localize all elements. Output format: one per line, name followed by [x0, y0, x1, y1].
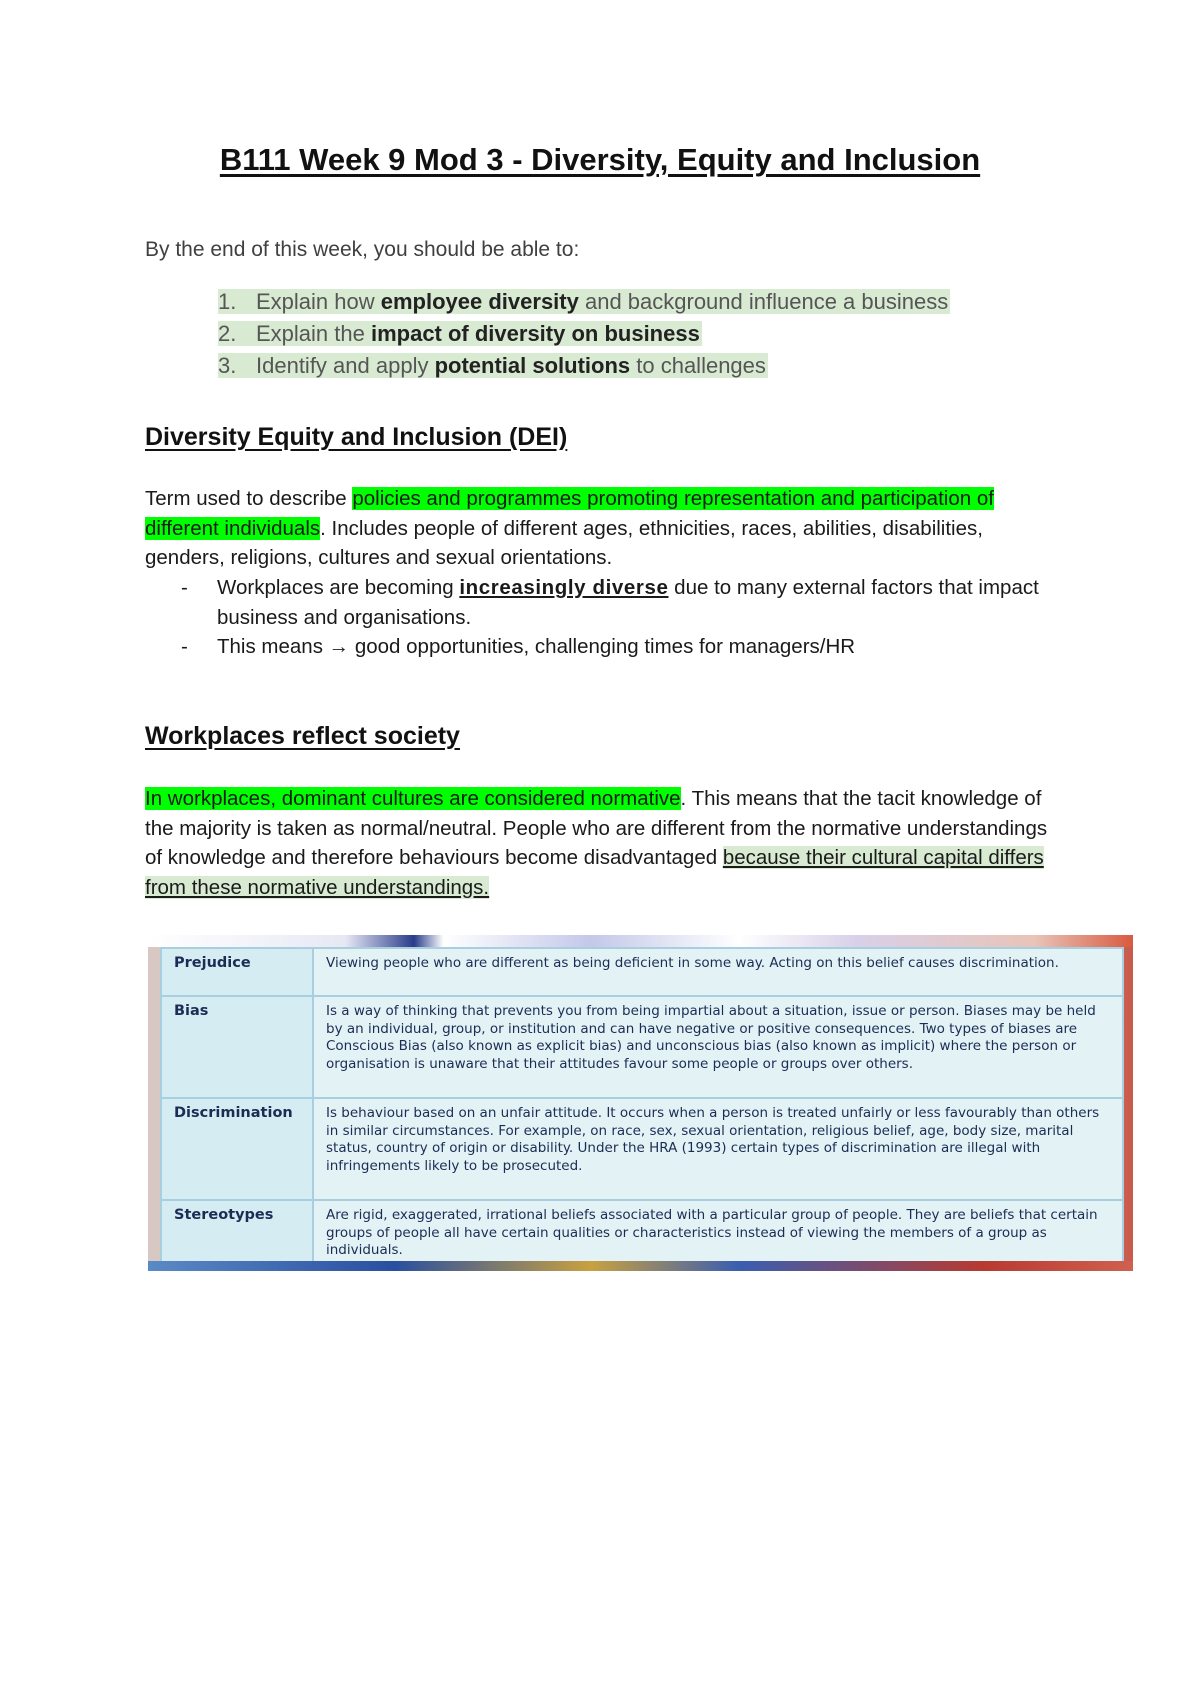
dei-heading: Diversity Equity and Inclusion (DEI)	[145, 423, 568, 451]
emphasis-text: increasingly diverse	[459, 576, 669, 599]
term-cell: Prejudice	[161, 948, 313, 996]
item-bold-text: employee diversity	[380, 289, 579, 314]
table-row	[161, 1200, 1123, 1268]
dei-bullet-list	[145, 573, 1065, 662]
item-number: 3.	[218, 353, 237, 378]
table-row	[161, 996, 1123, 1098]
bullet-text: This means → good opportunities, challenging times for managers/HR	[217, 635, 856, 658]
table-row	[161, 1098, 1123, 1200]
list-item	[145, 632, 1065, 662]
image-border-decoration	[148, 935, 1133, 947]
dash-marker: -	[181, 576, 188, 599]
dash-marker: -	[181, 635, 188, 658]
list-item	[218, 286, 950, 318]
image-border-decoration	[148, 1261, 1133, 1271]
paragraph-text: Term used to describe	[145, 487, 353, 510]
item-text: Explain the	[256, 321, 371, 346]
highlighted-text: policies and programmes promoting representation and participation of different individuals	[145, 487, 994, 540]
dei-paragraph	[145, 484, 1065, 573]
table-row	[161, 948, 1123, 996]
definition-cell: Is behaviour based on an unfair attitude. It occurs when a person is treated unfairly or less favourably than others in similar circumstances. For example, on race, sex, sexual orientation, religious belief, age, body size, marital status, country of origin or disability. Under the HRA (1993) certain types of discrimination are illegal with infringements likely to be prosecuted.	[313, 1098, 1123, 1200]
definition-cell: Is a way of thinking that prevents you from being impartial about a situation, issue or person. Biases may be held by an individual, group, or institution and can have negative or positive consequences. Two types of biases are Conscious Bias (also known as explicit bias) and unconscious bias (also known as implicit) where the person or organisation is unaware that their attitudes favour some people or groups over others.	[313, 996, 1123, 1098]
item-text: Explain how	[256, 289, 381, 314]
definitions-table-image	[148, 935, 1133, 1271]
intro-text: By the end of this week, you should be able to:	[145, 238, 580, 261]
paragraph-text: . Includes people of different ages, ethnicities, races, abilities, disabilities, genders, religions, cultures and sexual orientations.	[145, 516, 983, 569]
item-number: 1.	[218, 289, 237, 314]
bullet-text: due to many external factors that impact business and organisations.	[217, 576, 1039, 629]
term-cell: Stereotypes	[161, 1200, 313, 1268]
item-text: and background influence a business	[578, 289, 949, 314]
item-number: 2.	[218, 321, 237, 346]
term-cell: Discrimination	[161, 1098, 313, 1200]
list-item	[218, 350, 950, 382]
definitions-table	[160, 947, 1124, 1269]
society-heading: Workplaces reflect society	[145, 722, 460, 750]
page-title: B111 Week 9 Mod 3 - Diversity, Equity and Inclusion	[219, 142, 981, 177]
item-bold-text: impact of diversity on business	[370, 321, 700, 346]
item-bold-text: potential solutions	[434, 353, 631, 378]
list-item	[218, 318, 950, 350]
list-item	[145, 573, 1065, 632]
objectives-list	[218, 286, 950, 382]
paragraph-text: . This means that the tacit knowledge of the majority is taken as normal/neutral. People who are different from the normative understandings of knowledge and therefore behaviours become disadvantaged	[145, 787, 1048, 869]
highlighted-text: In workplaces, dominant cultures are considered normative	[145, 787, 681, 810]
item-text: to challenges	[630, 353, 766, 378]
definition-cell: Are rigid, exaggerated, irrational beliefs associated with a particular group of people. They are beliefs that certain groups of people all have certain qualities or characteristics instead of viewing the members of a group as individuals.	[313, 1200, 1123, 1268]
underlined-text: because their cultural capital differs from these normative understandings.	[145, 846, 1044, 899]
bullet-text: Workplaces are becoming	[217, 576, 460, 599]
society-paragraph	[145, 784, 1065, 902]
term-cell: Bias	[161, 996, 313, 1098]
item-text: Identify and apply	[256, 353, 435, 378]
definition-cell: Viewing people who are different as being deficient in some way. Acting on this belief causes discrimination.	[313, 948, 1123, 996]
